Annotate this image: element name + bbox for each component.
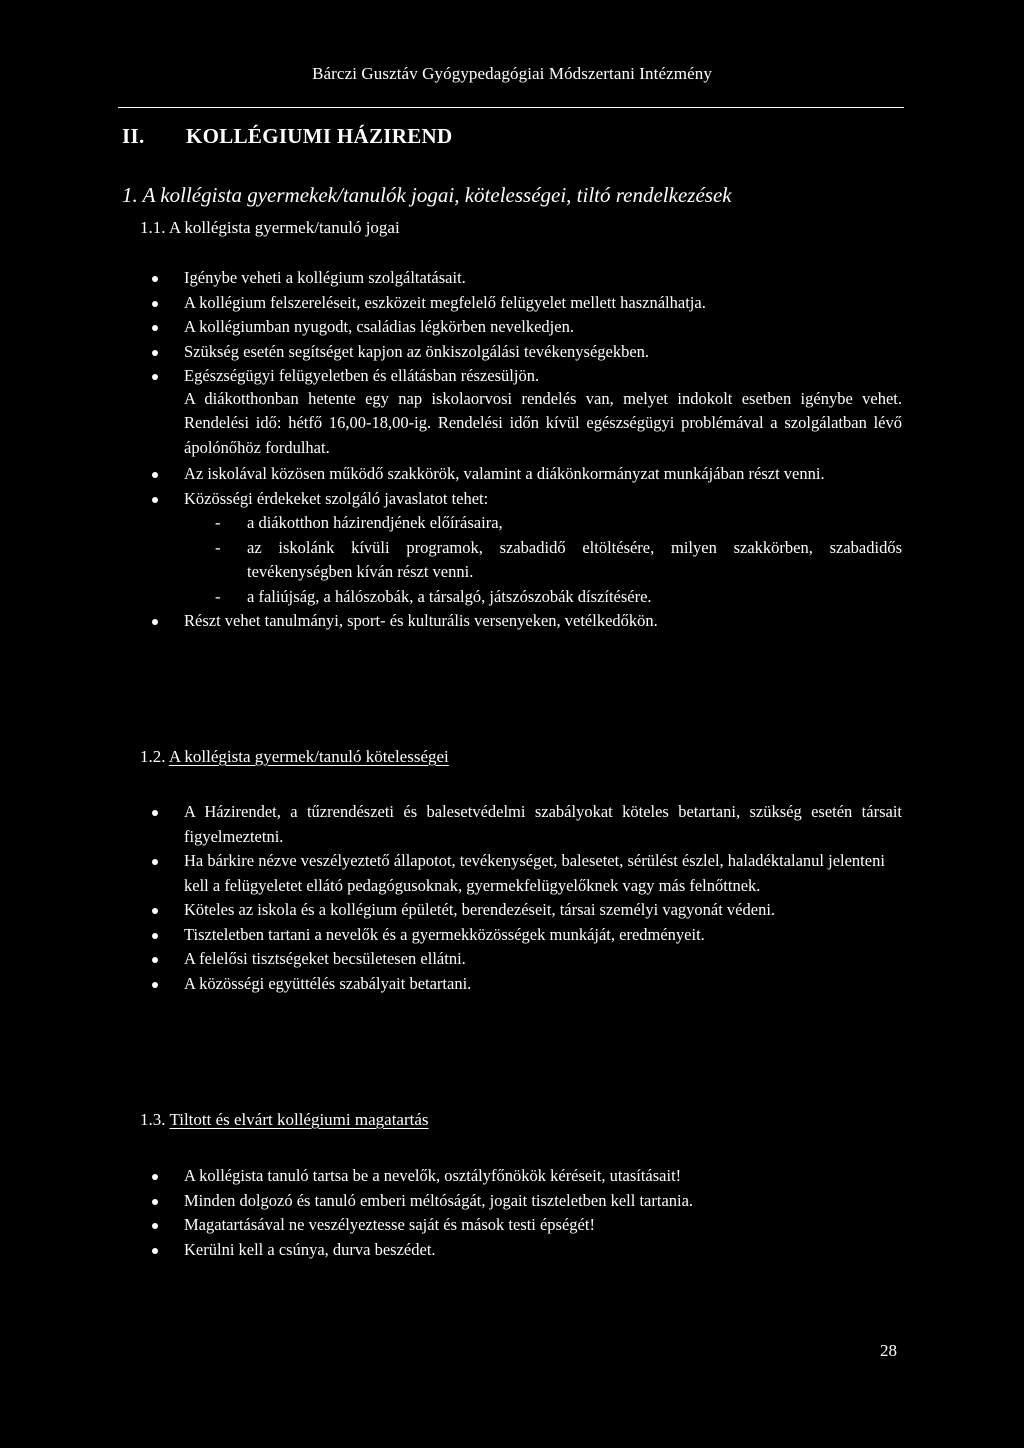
list-item: Az iskolával közösen működő szakkörök, valamint a diákönkormányzat munkájában részt venni. (140, 462, 902, 487)
list-item: Igénybe veheti a kollégium szolgáltatásait. (140, 266, 902, 291)
list-item: A kollégiumban nyugodt, családias légkörben nevelkedjen. (140, 315, 902, 340)
bullet-icon (152, 908, 158, 914)
bullet-icon (152, 810, 158, 816)
list-item: Minden dolgozó és tanuló emberi méltóságát, jogait tiszteletben kell tartania. (140, 1189, 902, 1214)
sublist-item: - az iskolánk kívüli programok, szabadidő eltöltésére, milyen szakkörben, szabadidős tevékenységben kíván részt venni. (215, 537, 902, 581)
sublist-item: - a faliújság, a hálószobák, a társalgó, játszószobák díszítésére. (140, 585, 902, 610)
header-divider (118, 107, 904, 108)
bullet-icon (152, 859, 158, 865)
duties-list (140, 800, 902, 996)
list-item: Kerülni kell a csúnya, durva beszédet. (140, 1238, 902, 1263)
subsection-title: A kollégista gyermek/tanuló kötelességei (168, 747, 449, 766)
subsection-heading-1-1 (140, 218, 400, 238)
dash-marker: - (215, 586, 221, 606)
bullet-icon (152, 497, 158, 503)
bullet-icon (152, 957, 158, 963)
section-heading: KOLLÉGIUMI HÁZIREND (186, 124, 453, 148)
list-item: Ha bárkire nézve veszélyeztető állapotot, tevékenységet, balesetet, sérülést észlel, haladéktalanul jelenteni kell a felügyeletet ellátó pedagógusoknak, gyermekfelügyelőknek vagy más felnőttnek. (140, 849, 902, 898)
bullet-icon (152, 276, 158, 282)
list-item: A kollégista tanuló tartsa be a nevelők, osztályfőnökök kéréseit, utasításait! (140, 1164, 902, 1189)
bullet-icon (152, 301, 158, 307)
list-item: A felelősi tisztségeket becsületesen ellátni. (140, 947, 902, 972)
subsection-heading-1-2 (140, 747, 449, 767)
list-item: Magatartásával ne veszélyeztesse saját és mások testi épségét! (140, 1213, 902, 1238)
bullet-icon (152, 325, 158, 331)
list-item: Részt vehet tanulmányi, sport- és kulturális versenyeken, vetélkedőkön. (140, 609, 902, 634)
sublist-item: - a diákotthon házirendjének előírásaira, (140, 511, 902, 536)
bullet-icon (152, 350, 158, 356)
bullet-icon (152, 1223, 158, 1229)
bullet-icon (152, 1199, 158, 1205)
section-number: II. (122, 124, 145, 148)
bullet-icon (152, 472, 158, 478)
conduct-list (140, 1164, 902, 1262)
subsection-title: A kollégista gyermek/tanuló jogai (168, 218, 400, 237)
section-title (122, 124, 453, 149)
bullet-icon (152, 619, 158, 625)
subsection-number: 1.3. (140, 1110, 166, 1129)
bullet-icon (152, 1174, 158, 1180)
page-number: 28 (880, 1341, 897, 1360)
subsection-heading-1-3 (140, 1110, 429, 1130)
list-item: Közösségi érdekeket szolgáló javaslatot tehet: - a diákotthon házirendjének előírásaira, - az iskolánk kívüli programok, szabadidő eltöltésére, milyen szakkörben, szabadidős tevékenységben kíván részt venni. - a faliújság, a hálószobák, a társalgó, játszószobák díszítésére. (140, 487, 902, 610)
list-item: Tiszteletben tartani a nevelők és a gyermekközösségek munkáját, eredményeit. (140, 923, 902, 948)
suggestion-sublist (140, 511, 902, 609)
list-item: Szükség esetén segítséget kapjon az önkiszolgálási tevékenységekben. (140, 340, 902, 365)
list-item: A kollégium felszereléseit, eszközeit megfelelő felügyelet mellett használhatja. (140, 291, 902, 316)
page-header (0, 64, 1024, 84)
rights-list (140, 266, 902, 634)
header-institution: Bárczi Gusztáv Gyógypedagógiai Módszertani Intézmény (312, 64, 712, 83)
list-item: Egészségügyi felügyeletben és ellátásban részesüljön. (140, 364, 902, 389)
list-item: Köteles az iskola és a kollégium épületét, berendezéseit, társai személyi vagyonát védeni. (140, 898, 902, 923)
dash-marker: - (215, 537, 221, 557)
list-item: A diákotthonban hetente egy nap iskolaorvosi rendelés van, melyet indokolt esetben igénybe vehet. Rendelési idő: hétfő 16,00-18,00-ig. Rendelési időn kívül egészségügyi problémával a szolgálatban lévő ápolónőhöz fordulhat. (184, 388, 902, 457)
subsection-number: 1.1. (140, 218, 166, 237)
bullet-icon (152, 1248, 158, 1254)
bullet-icon (152, 982, 158, 988)
chapter-title: 1. A kollégista gyermekek/tanulók jogai, kötelességei, tiltó rendelkezések (122, 183, 732, 207)
list-item: A Házirendet, a tűzrendészeti és balesetvédelmi szabályokat köteles betartani, szükség esetén társait figyelmeztetni. (140, 800, 902, 849)
list-item: A közösségi együttélés szabályait betartani. (140, 972, 902, 997)
bullet-icon (152, 933, 158, 939)
subsection-number: 1.2. (140, 747, 166, 766)
bullet-icon (152, 374, 158, 380)
subsection-title: Tiltott és elvárt kollégiumi magatartás (169, 1110, 429, 1129)
dash-marker: - (215, 513, 221, 532)
